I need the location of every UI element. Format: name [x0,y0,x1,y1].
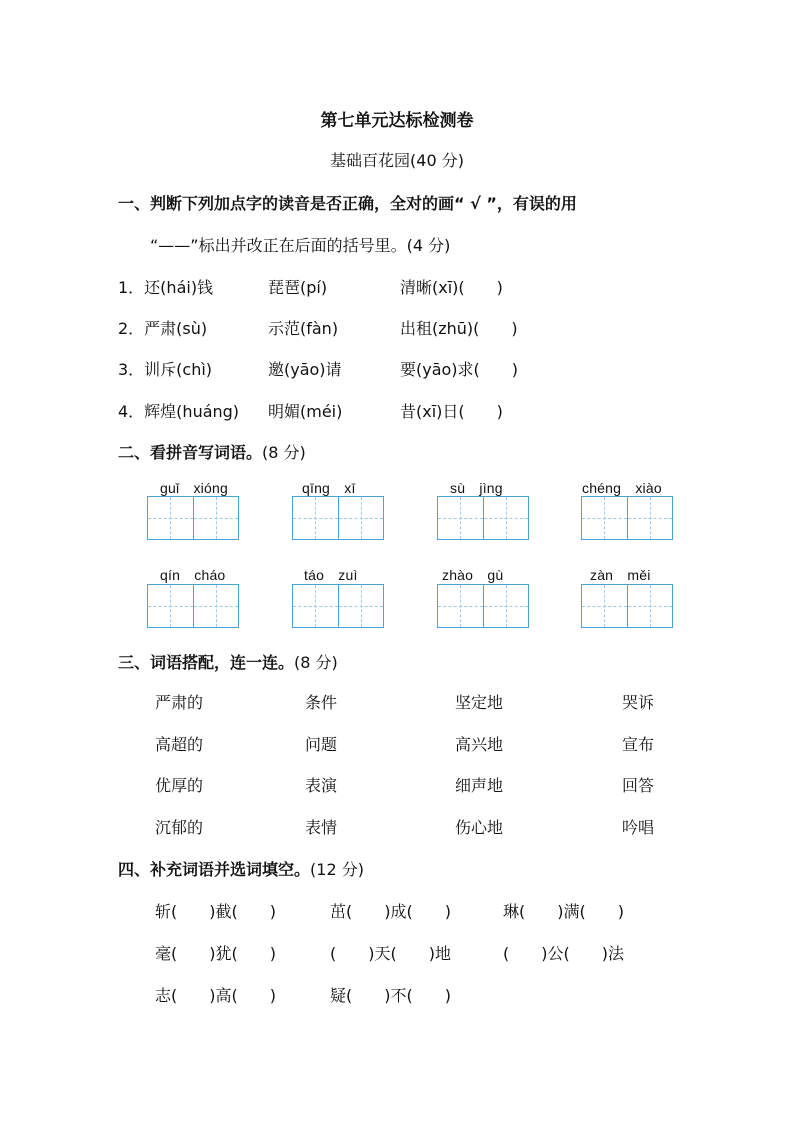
writing-grid[interactable] [581,496,673,540]
q1-row4-a: 4．辉煌(huáng) [118,402,240,421]
match-word[interactable]: 表情 [305,818,338,837]
q1-row1-a: 1．还(hái)钱 [118,278,214,297]
match-word[interactable]: 坚定地 [455,693,504,712]
idiom-blank[interactable]: ( )公( )法 [503,944,624,963]
writing-grid[interactable] [292,496,384,540]
q1-row1-b: 琵琶(pí) [268,278,328,297]
idiom-blank[interactable]: 志( )高( ) [155,986,276,1005]
question-1-heading-cont: “——”标出并改正在后面的括号里。(4 分) [150,236,451,255]
match-word[interactable]: 严肃的 [155,693,204,712]
match-word[interactable]: 细声地 [455,776,504,795]
pinyin-label: chéng xiào [582,480,662,496]
pinyin-label: qīng xī [302,480,356,496]
section-subtitle: 基础百花园(40 分) [330,151,464,170]
pinyin-label: zàn měi [590,567,651,583]
match-word[interactable]: 伤心地 [455,818,504,837]
question-2-heading: 二、看拼音写词语。(8 分) [118,443,306,462]
pinyin-label: sù jìng [450,480,503,496]
question-1-heading: 一、判断下列加点字的读音是否正确，全对的画“ √ ”，有误的用 [118,194,577,213]
match-word[interactable]: 条件 [305,693,338,712]
writing-grid[interactable] [437,496,529,540]
q1-row2-b: 示范(fàn) [268,319,339,338]
writing-grid[interactable] [581,584,673,628]
match-word[interactable]: 回答 [622,776,655,795]
pinyin-label: táo zuì [304,567,358,583]
q1-row1-c[interactable]: 清晰(xī)( ) [400,278,503,297]
question-4-heading: 四、补充词语并选词填空。(12 分) [118,860,364,879]
match-word[interactable]: 问题 [305,735,338,754]
pinyin-label: guǐ xióng [160,480,228,496]
match-word[interactable]: 沉郁的 [155,818,204,837]
idiom-blank[interactable]: 斩( )截( ) [155,902,276,921]
page-title: 第七单元达标检测卷 [320,111,474,131]
question-3-points: (8 分) [294,653,338,672]
match-word[interactable]: 哭诉 [622,693,655,712]
idiom-blank[interactable]: 毫( )犹( ) [155,944,276,963]
q1-row3-c[interactable]: 要(yāo)求( ) [400,360,519,379]
q1-row4-c[interactable]: 昔(xī)日( ) [400,402,503,421]
idiom-blank[interactable]: 茁( )成( ) [330,902,451,921]
writing-grid[interactable] [147,496,239,540]
q1-row2-c[interactable]: 出租(zhū)( ) [400,319,518,338]
writing-grid[interactable] [437,584,529,628]
match-word[interactable]: 高超的 [155,735,204,754]
q1-row3-b: 邀(yāo)请 [268,360,342,379]
q1-row3-a: 3．训斥(chì) [118,360,213,379]
match-word[interactable]: 宣布 [622,735,655,754]
match-word[interactable]: 吟唱 [622,818,655,837]
question-2-points: (8 分) [262,443,306,462]
idiom-blank[interactable]: ( )天( )地 [330,944,451,963]
writing-grid[interactable] [292,584,384,628]
writing-grid[interactable] [147,584,239,628]
match-word[interactable]: 高兴地 [455,735,504,754]
pinyin-label: qín cháo [160,567,226,583]
match-word[interactable]: 优厚的 [155,776,204,795]
question-3-heading: 三、词语搭配，连一连。(8 分) [118,653,338,672]
pinyin-label: zhào gù [442,567,504,583]
q1-row2-a: 2．严肃(sù) [118,319,208,338]
match-word[interactable]: 表演 [305,776,338,795]
idiom-blank[interactable]: 疑( )不( ) [330,986,451,1005]
q1-row4-b: 明媚(méi) [268,402,343,421]
question-4-points: (12 分) [310,860,364,879]
idiom-blank[interactable]: 琳( )满( ) [503,902,624,921]
